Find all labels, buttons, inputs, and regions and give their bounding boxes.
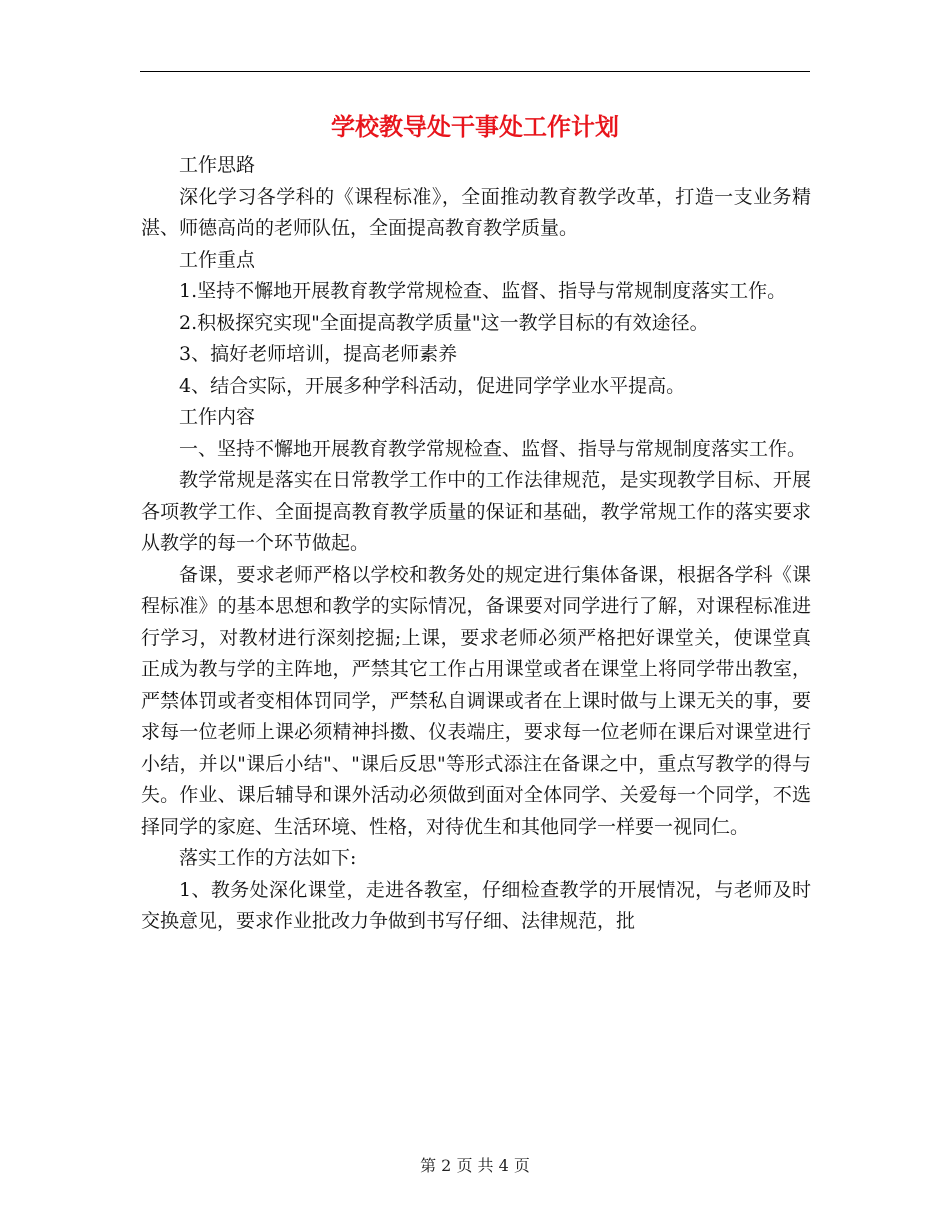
paragraph: 3、搞好老师培训，提高老师素养 [179, 343, 458, 365]
paragraph: 1、教务处深化课堂，走进各教室，仔细检查教学的开展情况，与老师及时交换意见，要求作业批改力争做到书写仔细、法律规范，批 [141, 878, 811, 932]
paragraph: 一、坚持不懈地开展教育教学常规检查、监督、指导与常规制度落实工作。 [179, 437, 807, 460]
document-body [141, 150, 811, 938]
header-rule [140, 71, 810, 72]
page-number-footer: 第 2 页 共 4 页 [420, 1156, 530, 1175]
paragraph: 工作重点 [179, 248, 256, 271]
paragraph: 落实工作的方法如下: [179, 847, 357, 869]
paragraph: 备课，要求老师严格以学校和教务处的规定进行集体备课，根据各学科《课程标准》的基本思想和教学的实际情况，备课要对同学进行了解，对课程标准进行学习，对教材进行深刻挖掘;上课，要求老师必须严格把好课堂关，使课堂真正成为教与学的主阵地，严禁其它工作占用课堂或者在课堂上将同学带出教室，严禁体罚或者变相体罚同学，严禁私自调课或者在上课时做与上课无关的事，要求每一位老师上课必须精神抖擞、仪表端庄，要求每一位老师在课后对课堂进行小结，并以"课后小结"、"课后反思"等形式添注在备课之中，重点写教学的得与失。作业、课后辅导和课外活动必须做到面对全体同学、关爱每一个同学，不选择同学的家庭、生活环境、性格，对待优生和其他同学一样要一视同仁。 [141, 563, 811, 838]
paragraph: 1.坚持不懈地开展教育教学常规检查、监督、指导与常规制度落实工作。 [179, 280, 787, 302]
paragraph: 教学常规是落实在日常教学工作中的工作法律规范，是实现教学目标、开展各项教学工作、全面提高教育教学质量的保证和基础，教学常规工作的落实要求从教学的每一个环节做起。 [141, 469, 811, 554]
paragraph: 工作思路 [179, 154, 256, 176]
paragraph: 工作内容 [179, 406, 256, 428]
paragraph: 4、结合实际，开展多种学科活动，促进同学学业水平提高。 [179, 374, 686, 397]
paragraph: 深化学习各学科的《课程标准》，全面推动教育教学改革，打造一支业务精湛、师德高尚的老师队伍，全面提高教育教学质量。 [141, 185, 811, 239]
document-title: 学校教导处干事处工作计划 [331, 112, 619, 141]
paragraph: 2.积极探究实现"全面提高教学质量"这一教学目标的有效途径。 [179, 311, 709, 334]
